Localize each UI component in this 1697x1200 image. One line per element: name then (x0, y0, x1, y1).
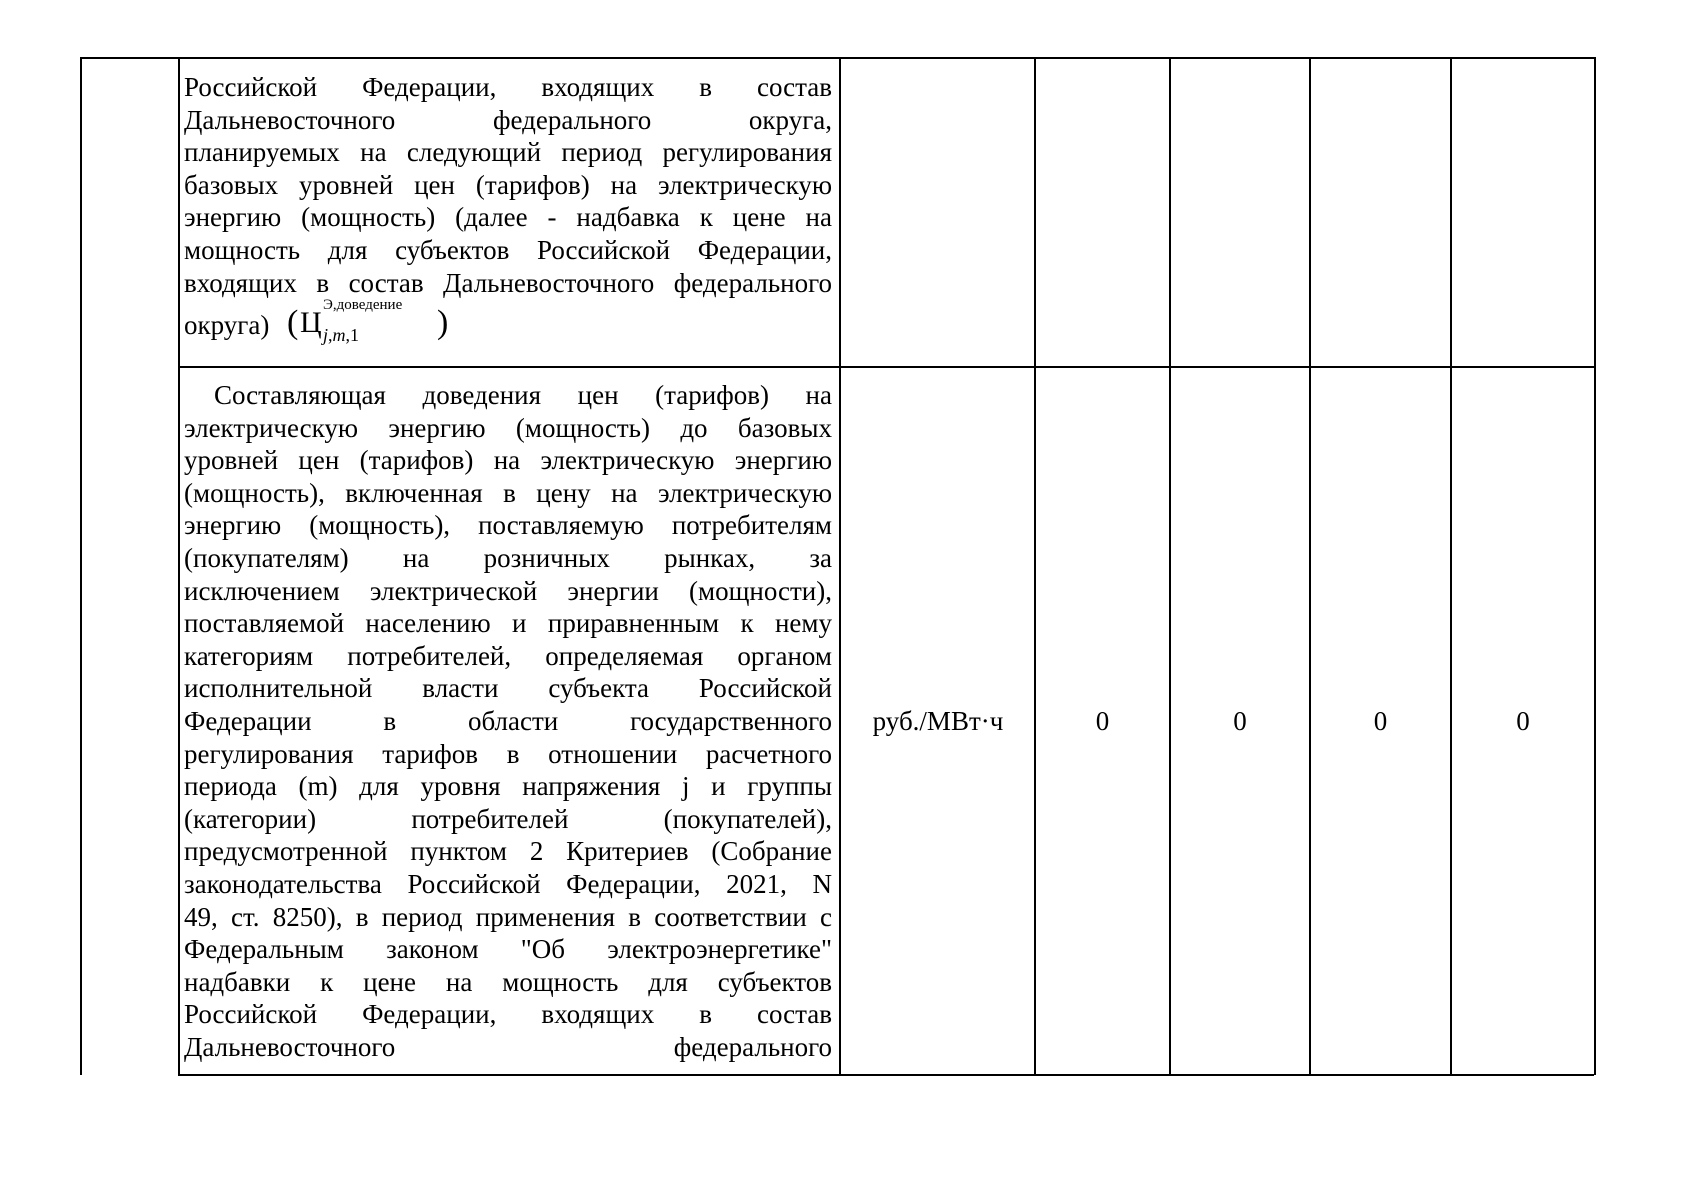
row2-text-line: 49, ст. 8250), в период применения в соответствии с (184, 901, 832, 932)
col-border-5 (1309, 57, 1311, 1075)
col-border-1 (178, 57, 180, 1075)
formula-sub-j: j (323, 325, 329, 346)
row1-text-line: энергию (мощность) (далее - надбавка к цене на (184, 202, 832, 233)
row2-text-line: категориям потребителей, определяемая органом (184, 640, 832, 671)
row2-text-line: (покупателям) на розничных рынках, за (184, 542, 832, 573)
table-top-border (80, 57, 1594, 59)
formula-sub-1: 1 (350, 325, 360, 346)
row2-text-line: исполнительной власти субъекта Российской (184, 673, 832, 704)
formula-subscript (323, 325, 359, 345)
row2-value-3: 0 (1373, 706, 1388, 736)
row2-text-line: надбавки к цене на мощность для субъектов (184, 966, 832, 997)
row1-formula-line (184, 299, 832, 349)
row2-text-line: поставляемой населению и приравненным к нему (184, 608, 832, 639)
col-border-left (80, 57, 82, 1075)
formula-close-paren: ) (437, 304, 449, 342)
row2-unit: руб./МВт·ч (872, 706, 1004, 736)
row-divider (178, 366, 1594, 368)
row2-text-line: предусмотренной пунктом 2 Критериев (Собрание (184, 836, 832, 867)
formula-sub-sep1: , (328, 325, 333, 346)
row2-text-line: исключением электрической энергии (мощности), (184, 575, 832, 606)
col-border-3 (1034, 57, 1036, 1075)
row2-text-line: уровней цен (тарифов) на электрическую энергию (184, 445, 832, 476)
row2-description (184, 379, 832, 1063)
row2-value-4: 0 (1516, 706, 1530, 736)
row2-text-line: Составляющая доведения цен (тарифов) на (214, 380, 832, 410)
table-bottom-border (178, 1074, 1594, 1076)
row2-text-line: (категории) потребителей (покупателей), (184, 803, 832, 834)
row1-text-line: Российской Федерации, входящих в состав (184, 72, 832, 102)
row1-text-line: входящих в состав Дальневосточного федерального (184, 267, 832, 298)
row2-text-line: Дальневосточного федерального (184, 1031, 832, 1062)
row2-text-line: Федеральным законом "Об электроэнергетике" (184, 934, 832, 965)
row2-text-line: законодательства Российской Федерации, 2021, N (184, 868, 832, 899)
price-formula (287, 299, 467, 349)
col-border-6 (1450, 57, 1452, 1075)
col-border-4 (1169, 57, 1171, 1075)
formula-sub-sep2: , (345, 325, 351, 346)
formula-base: Ц (300, 306, 322, 340)
formula-sub-m: m (332, 325, 346, 346)
row1-text-line: мощность для субъектов Российской Федерации, (184, 234, 832, 265)
row2-text-line: регулирования тарифов в отношении расчетного (184, 738, 832, 769)
row2-value-1: 0 (1095, 706, 1110, 736)
row1-description (184, 71, 832, 349)
row1-last-text: округа) (184, 310, 270, 341)
row2-text-line: энергию (мощность), поставляемую потребителям (184, 510, 832, 541)
row2-value-2: 0 (1233, 706, 1247, 736)
col-border-right (1594, 57, 1596, 1075)
row2-text-line: электрическую энергию (мощность) до базовых (184, 412, 832, 443)
row2-text-line: (мощность), включенная в цену на электрическую (184, 477, 832, 508)
row2-text-line: периода (m) для уровня напряжения j и группы (184, 771, 832, 802)
row1-text-line: планируемых на следующий период регулирования (184, 137, 832, 168)
row2-text-line: Российской Федерации, входящих в состав (184, 999, 832, 1030)
row2-text-line: Федерации в области государственного (184, 705, 832, 736)
row1-text-line: Дальневосточного федерального округа, (184, 104, 832, 135)
formula-superscript: Э,доведение (323, 297, 403, 314)
formula-open-paren: ( (287, 304, 299, 342)
col-border-2 (839, 57, 841, 1075)
row1-text-line: базовых уровней цен (тарифов) на электрическую (184, 169, 832, 200)
